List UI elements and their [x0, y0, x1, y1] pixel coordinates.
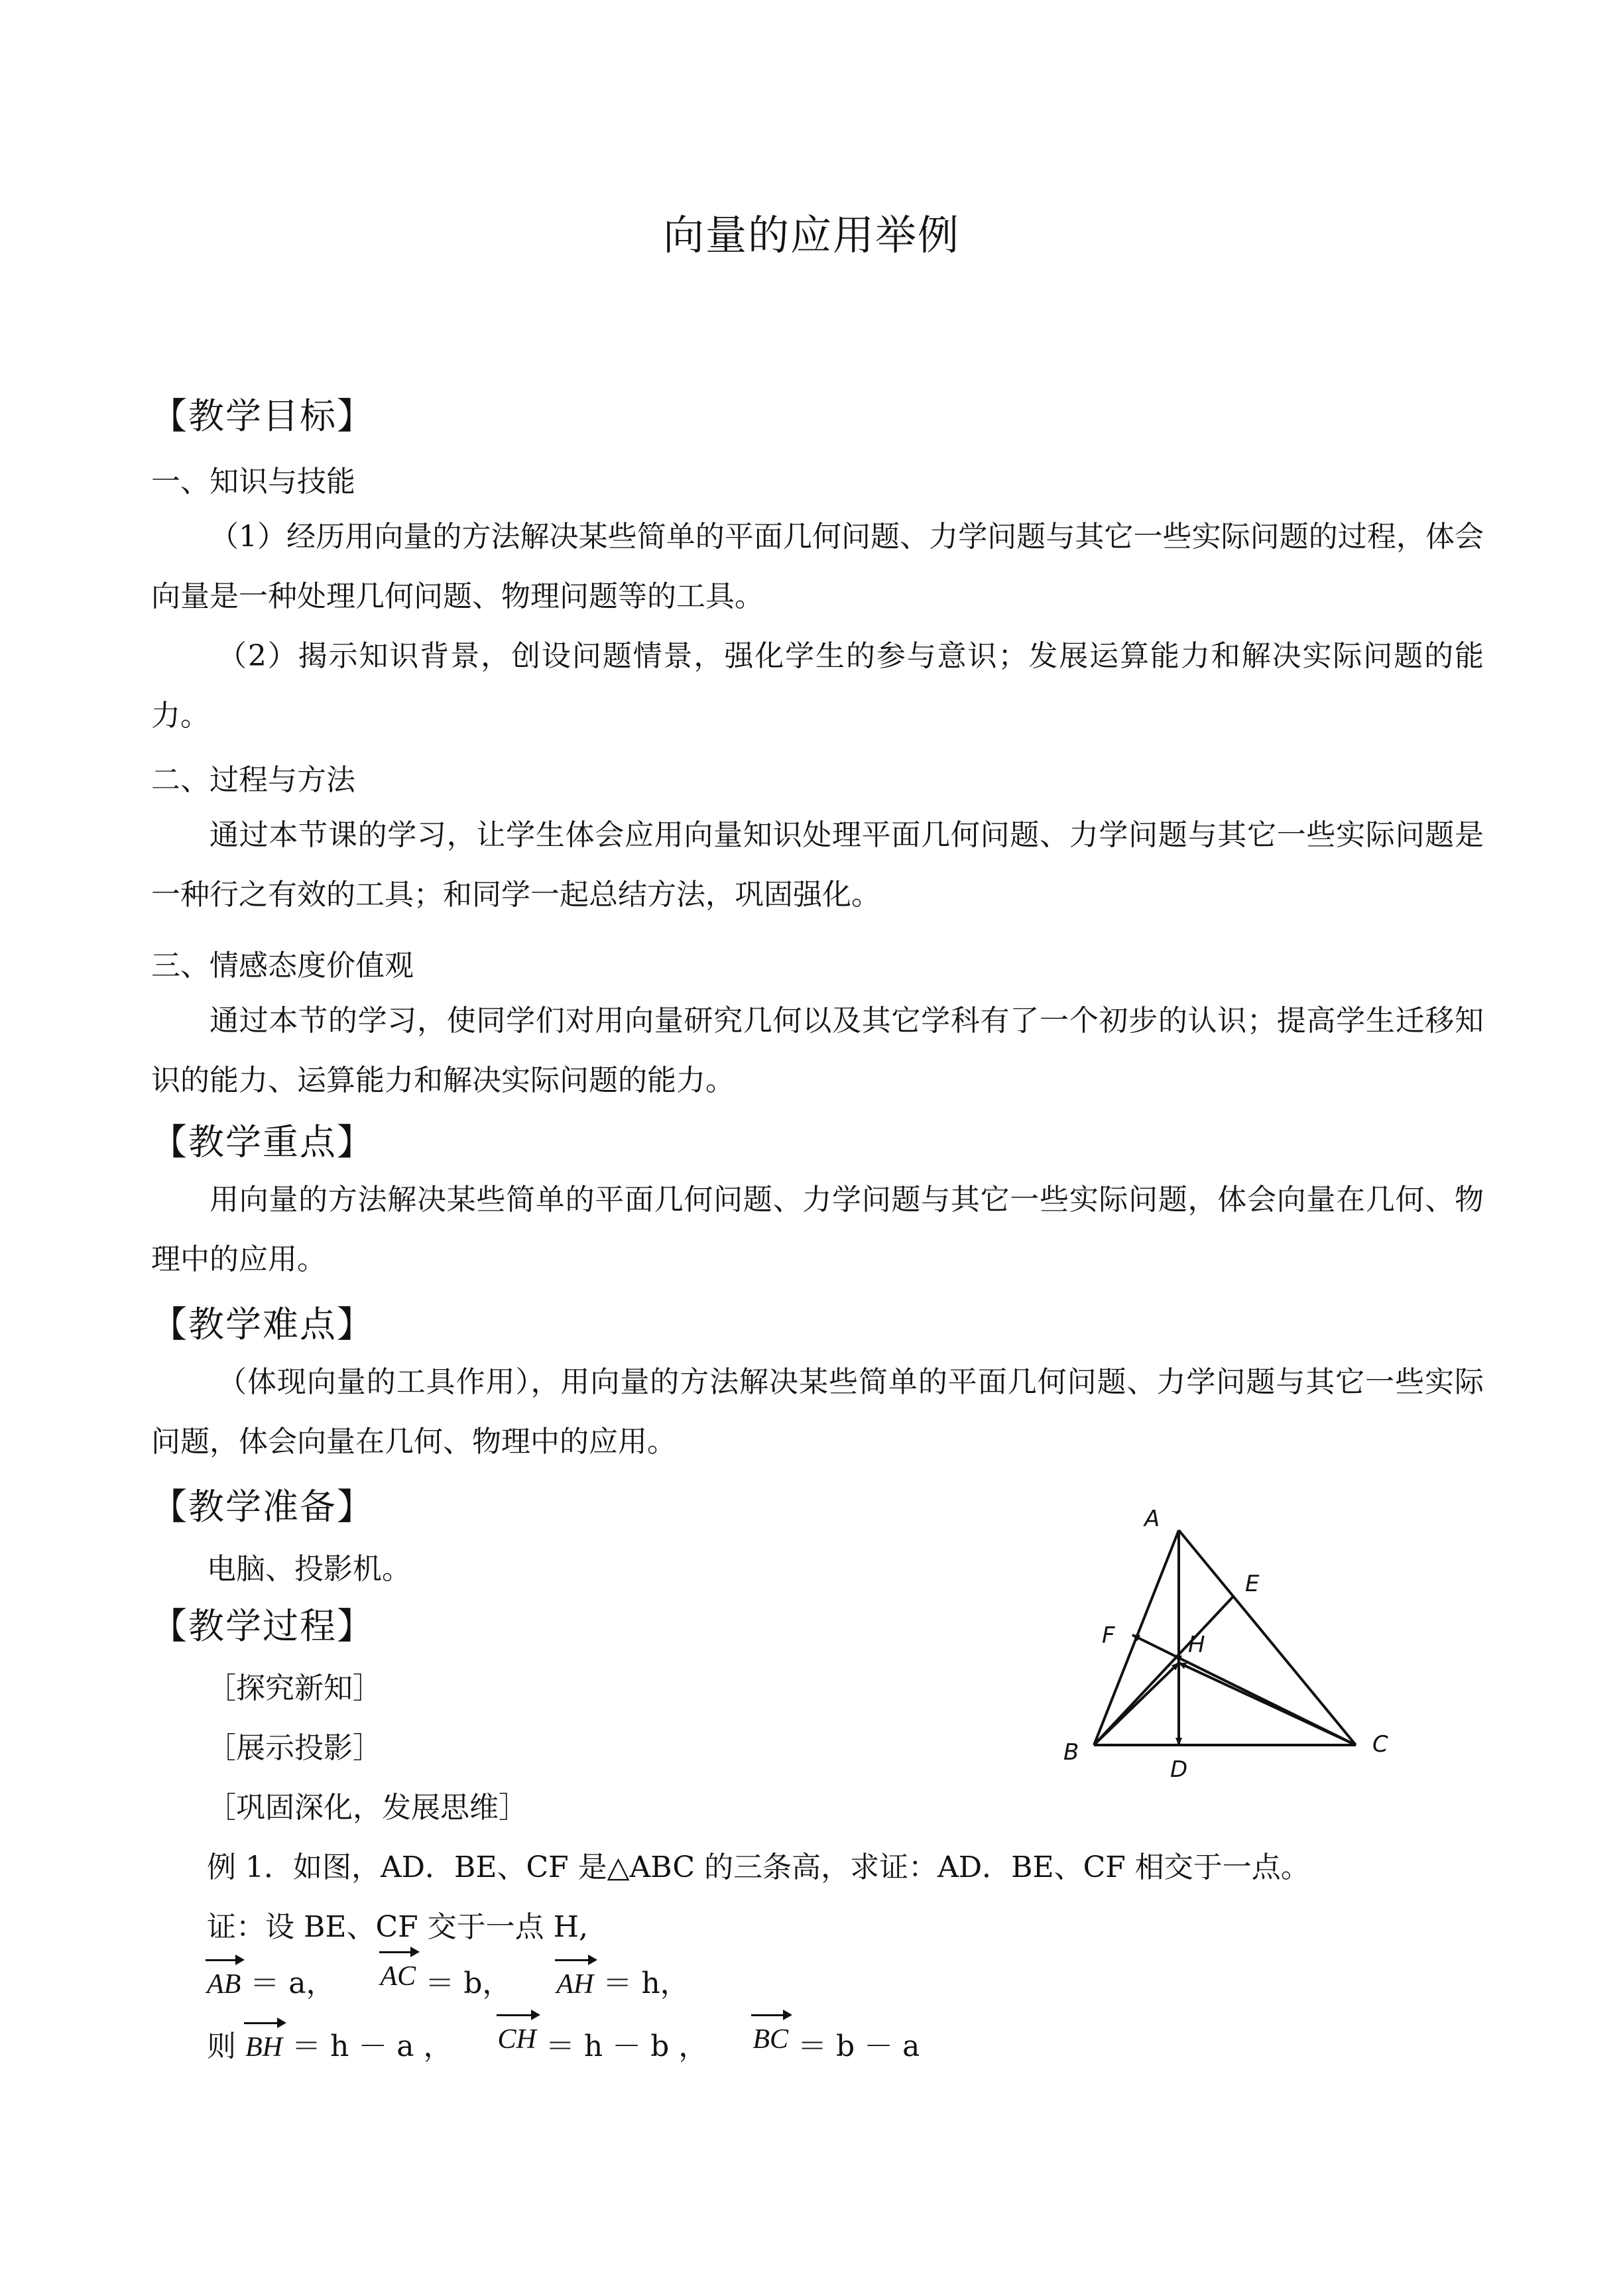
label-consolidate: ［巩固深化，发展思维］ — [207, 1791, 528, 1825]
vector-ah-value: ＝ h， — [603, 1966, 690, 2000]
vector-ac: AC — [380, 1961, 416, 1992]
label-c: C — [1372, 1731, 1388, 1758]
subheading-emotion: 三、情感态度价值观 — [151, 949, 414, 983]
label-e: E — [1245, 1571, 1260, 1597]
label-f: F — [1102, 1622, 1115, 1649]
vector-ab-value: ＝ a， — [250, 1966, 335, 2000]
subheading-knowledge: 一、知识与技能 — [151, 465, 355, 499]
subheading-process: 二、过程与方法 — [151, 763, 355, 797]
vector-ch-arrow — [1179, 1663, 1356, 1745]
label-h: H — [1188, 1632, 1205, 1658]
example-1: 例 1．如图，AD．BE、CF 是△ABC 的三条高，求证：AD．BE、CF 相交于一点。 — [207, 1850, 1310, 1884]
heading-key-points: 【教学重点】 — [151, 1121, 374, 1163]
page-title: 向量的应用举例 — [662, 211, 960, 259]
vector-bc: BC — [752, 2024, 788, 2055]
paragraph-process: 通过本节课的学习，让学生体会应用向量知识处理平面几何问题、力学问题与其它一些实际问题是一种行之有效的工具；和同学一起总结方法，巩固强化。 — [151, 818, 1484, 912]
vector-ab: AB — [207, 1969, 241, 2000]
label-a: A — [1144, 1506, 1160, 1532]
label-b: B — [1063, 1739, 1079, 1766]
label-show-projection: ［展示投影］ — [207, 1731, 382, 1765]
vector-definitions-line-1 — [207, 1959, 690, 2002]
vector-bh-value: ＝ h － a ， — [292, 2029, 453, 2063]
vector-definitions-line-2 — [207, 2022, 920, 2065]
vector-bh-arrow — [1094, 1663, 1179, 1745]
paragraph-emotion: 通过本节的学习，使同学们对用向量研究几何以及其它学科有了一个初步的认识；提高学生迁移知识的能力、运算能力和解决实际问题的能力。 — [151, 1004, 1484, 1097]
vector-bh: BH — [245, 2032, 282, 2063]
altitude-be — [1094, 1597, 1233, 1745]
vector-ac-value: ＝ b， — [425, 1966, 512, 2000]
vector-bc-value: ＝ b － a — [798, 2029, 920, 2063]
label-explore: ［探究新知］ — [207, 1671, 382, 1705]
paragraph-knowledge-1: （1）经历用向量的方法解决某些简单的平面几何问题、力学问题与其它一些实际问题的过程，体会向量是一种处理几何问题、物理问题等的工具。 — [151, 520, 1484, 613]
vector-ch: CH — [497, 2024, 536, 2055]
proof-intro: 证：设 BE、CF 交于一点 H, — [207, 1910, 588, 1944]
vector-ah: AH — [556, 1969, 594, 2000]
paragraph-knowledge-2: （2）揭示知识背景，创设问题情景，强化学生的参与意识；发展运算能力和解决实际问题的能力。 — [151, 639, 1484, 733]
triangle-figure — [1034, 1498, 1406, 1797]
paragraph-difficulty: （体现向量的工具作用），用向量的方法解决某些简单的平面几何问题、力学问题与其它一些实际问题，体会向量在几何、物理中的应用。 — [151, 1365, 1484, 1459]
heading-objectives: 【教学目标】 — [151, 395, 374, 437]
side-ac — [1179, 1530, 1356, 1745]
vector-ch-value: ＝ h － b ， — [545, 2029, 708, 2063]
label-d: D — [1170, 1756, 1188, 1783]
paragraph-preparation: 电脑、投影机。 — [207, 1552, 411, 1586]
heading-preparation: 【教学准备】 — [151, 1486, 374, 1528]
heading-procedure: 【教学过程】 — [151, 1605, 374, 1647]
heading-difficulty: 【教学难点】 — [151, 1303, 374, 1345]
then-prefix: 则 — [207, 2029, 236, 2063]
paragraph-key-points: 用向量的方法解决某些简单的平面几何问题、力学问题与其它一些实际问题，体会向量在几何、物理中的应用。 — [151, 1183, 1484, 1276]
